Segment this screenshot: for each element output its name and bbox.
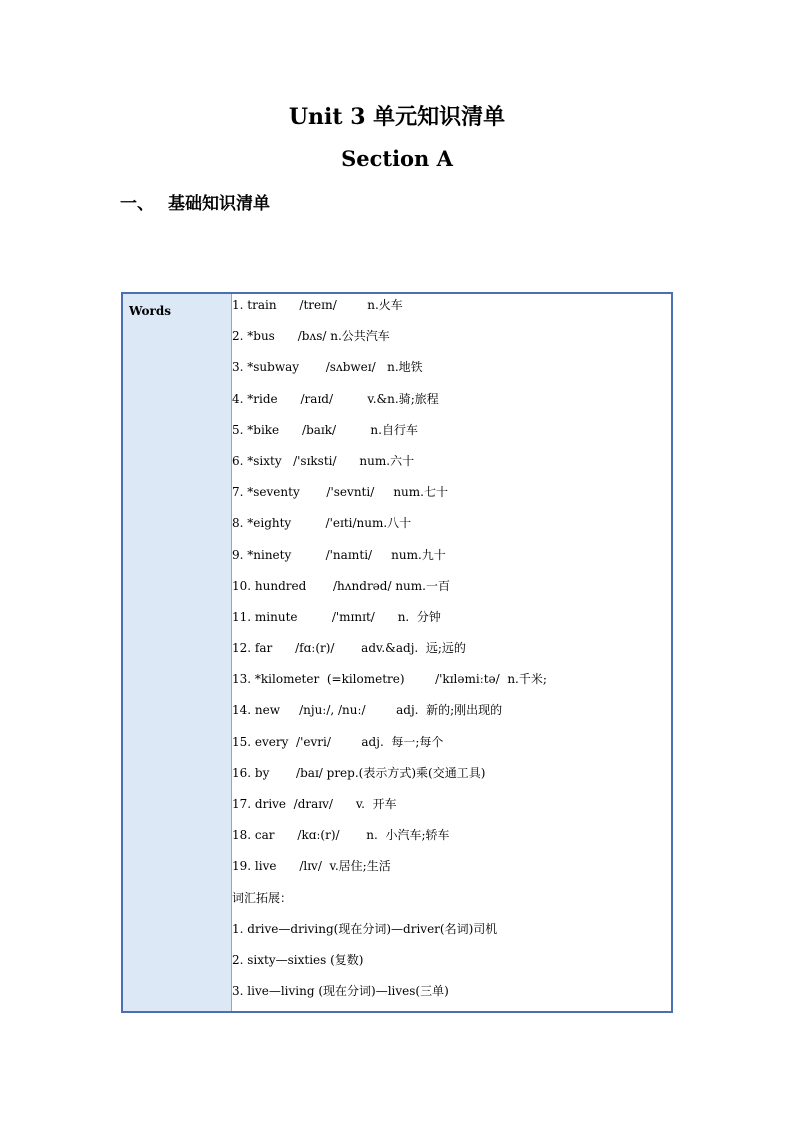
label-cell — [122, 293, 232, 1012]
word-line: 14. new /njuː/, /nuː/ adj. 新的;刚出现的 — [232, 703, 503, 718]
vocab-extension-line: 1. drive—driving(现在分词)—driver(名词)司机 — [232, 921, 498, 936]
content-cell — [232, 293, 673, 1012]
vocab-extension-heading: 词汇拓展： — [232, 890, 293, 905]
word-line: 8. *eighty /'eɪti/num.八十 — [232, 516, 412, 531]
word-line: 12. far /fɑː(r)/ adv.&adj. 远;远的 — [232, 641, 466, 656]
word-line: 11. minute /'mɪnɪt/ n. 分钟 — [232, 609, 441, 624]
word-list — [232, 294, 671, 1011]
table-row — [122, 293, 672, 1012]
page-title: Unit 3 单元知识清单 — [288, 104, 506, 130]
word-line: 7. *seventy /'sevnti/ num.七十 — [232, 485, 448, 500]
word-line: 6. *sixty /'sɪksti/ num.六十 — [232, 453, 415, 468]
vocab-extension-line: 2. sixty—sixties (复数) — [232, 952, 364, 967]
word-line: 19. live /lɪv/ v.居住;生活 — [232, 859, 391, 874]
vocab-extension-line: 3. live—living (现在分词)—lives(三单) — [232, 984, 449, 999]
word-line: 5. *bike /baɪk/ n.自行车 — [232, 422, 418, 437]
word-line: 13. *kilometer (=kilometre) /'kɪləmiːtə/ n.千米; — [232, 672, 547, 687]
word-line: 16. by /baɪ/ prep.(表示方式)乘(交通工具) — [232, 765, 486, 780]
word-line: 2. *bus /bʌs/ n.公共汽车 — [232, 329, 390, 344]
word-line: 17. drive /draɪv/ v. 开车 — [232, 797, 397, 811]
word-line: 9. *ninety /'naɪnti/ num.九十 — [232, 547, 446, 562]
heading-text: 基础知识清单 — [168, 194, 270, 214]
word-line: 3. *subway /sʌbweɪ/ n.地铁 — [232, 360, 423, 375]
word-line: 10. hundred /hʌndrəd/ num.一百 — [232, 578, 450, 593]
word-line: 18. car /kɑː(r)/ n. 小汽车;轿车 — [232, 828, 450, 843]
word-line: 4. *ride /raɪd/ v.&n.骑;旅程 — [232, 391, 439, 406]
section-heading — [120, 189, 270, 214]
word-line: 1. train /treɪn/ n.火车 — [232, 298, 403, 312]
word-line: 15. every /'evri/ adj. 每一;每个 — [232, 734, 444, 749]
heading-number: 一、 — [120, 194, 154, 214]
vocabulary-table — [121, 292, 673, 1013]
section-title: Section A — [341, 146, 453, 171]
words-label: Words — [129, 304, 171, 318]
